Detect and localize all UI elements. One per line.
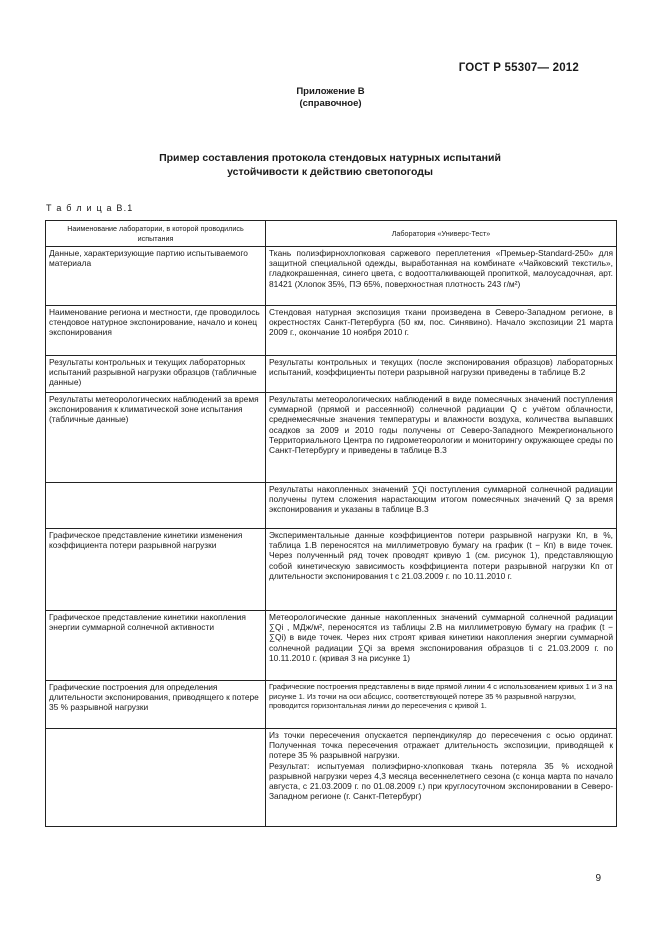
row-label: Результаты контрольных и текущих лабораторных испытаний разрывной нагрузки образцов (табличные данные) [46, 356, 266, 393]
row-label: Наименование региона и местности, где проводилось стендовое натурное экспонирование, начало и конец экспонирования [46, 306, 266, 356]
table-row [46, 247, 617, 306]
table-label: Т а б л и ц а В.1 [46, 203, 134, 213]
row-value: Метеорологические данные накопленных значений суммарной солнечной радиации ∑Qi , МДж/м², переносятся из таблицы 2.В на миллиметровую бумагу на график (t − ∑Qi) в виде точек. Через них строят кривая кинетики накопления энергии суммарной солнечной радиации ∑Qi за время экспонирования образцов ti с 21.03.2009 г. по 10.11.2010 г. (кривая 3 на рисунке 1) [266, 611, 617, 681]
table-row [46, 306, 617, 356]
row-label [46, 483, 266, 529]
row-value: Результаты накопленных значений ∑Qi поступления суммарной солнечной радиации получены путем сложения нарастающим итогом помесячных значений Q за время экспонирования и указаны в таблице В.3 [266, 483, 617, 529]
row-value: Экспериментальные данные коэффициентов потери разрывной нагрузки Кп, в %, таблица 1.В переносятся на миллиметровую бумагу на график (t − Кп) в виде точек. Через полученный ряд точек проводят кривую 1 (см. рисунок 1), представляющую собой кинетическую зависимость коэффициента потери разрывной нагрузки Кп от длительности экспонирования t с 21.03.2009 г. по 10.11.2010 г. [266, 529, 617, 611]
table-row [46, 483, 617, 529]
row-label: Графическое представление кинетики изменения коэффициента потери разрывной нагрузки [46, 529, 266, 611]
column-header-name: Наименование лаборатории, в которой проводились испытания [46, 221, 266, 247]
document-title-line1: Пример составления протокола стендовых натурных испытаний [159, 152, 501, 164]
row-label: Данные, характеризующие партию испытываемого материала [46, 247, 266, 306]
table-row [46, 611, 617, 681]
row-value: Результаты контрольных и текущих (после экспонирования образцов) лабораторных испытаний, коэффициенты потери разрывной нагрузки приведены в таблице В.2 [266, 356, 617, 393]
table-row [46, 393, 617, 483]
row-value: Результаты метеорологических наблюдений в виде помесячных значений поступления суммарной (прямой и рассеянной) солнечной радиации Q с учётом облачности, среднемесячные значения температуры и влажности воздуха, количества выпавших осадков за 2009 и 2010 годы получены от Северо-Западного Межрегионального Территориального Центра по гидрометеорологии и мониторингу окружающее среды по Санкт-Петербургу и приведены в таблице В.3 [266, 393, 617, 483]
protocol-table [45, 220, 617, 827]
table-row [46, 681, 617, 729]
column-header-lab: Лаборатория «Универс-Тест» [266, 221, 617, 247]
standard-number: ГОСТ Р 55307— 2012 [458, 62, 579, 74]
document-title [60, 151, 600, 179]
table-row [46, 356, 617, 393]
row-label: Графическое представление кинетики накопления энергии суммарной солнечной активности [46, 611, 266, 681]
table-row [46, 529, 617, 611]
document-title-line2: устойчивости к действию светопогоды [227, 166, 433, 178]
row-value: Из точки пересечения опускается перпендикуляр до пересечения с осью ординат. Полученная точка пересечения отражает длительность экспозиции, приводящей к потере 35 % разрывной нагрузки. Результат: испытуемая полиэфирно-хлопковая ткань потеряла 35 % исходной разрывной нагрузки через 4,3 месяца весеннелетнего сезона (с конца марта по начало августа, с 21.03.2009 г. по 01.08.2009 г.) при круглосуточном экспонировании в Северо-Западном регионе (г. Санкт-Петербург) [266, 729, 617, 827]
appendix-heading [0, 86, 661, 110]
row-value: Графические построения представлены в виде прямой линии 4 с использованием кривых 1 и 3 на рисунке 1. Из точки на оси абсцисс, соответствующей потере 35 % разрывной нагрузки, проводится горизонтальная линии до пересечения с кривой 1. [266, 681, 617, 729]
page-number: 9 [595, 873, 601, 884]
row-value: Стендовая натурная экспозиция ткани произведена в Северо-Западном регионе, в окрестностях Санкт-Петербурга (50 км, пос. Синявино). Начало экспозиции 21 марта 2009 г., окончание 10 ноября 2010 г. [266, 306, 617, 356]
row-label: Результаты метеорологических наблюдений за время экспонирования к климатической зоне испытания (табличные данные) [46, 393, 266, 483]
appendix-title: Приложение В [296, 86, 365, 97]
row-label: Графические построения для определения длительности экспонирования, приводящего к потере 35 % разрывной нагрузки [46, 681, 266, 729]
table-row [46, 729, 617, 827]
table-header-row [46, 221, 617, 247]
appendix-subtitle: (справочное) [299, 98, 362, 109]
row-value: Ткань полиэфирнохлопковая саржевого переплетения «Премьер-Standard-250» для защитной специальной одежды, выработанная на комбинате «Чайковский текстиль», гладкокрашенная, синего цвета, с водоотталкивающей пропиткой, малоусадочная, арт. 81421 (Хлопок 35%, ПЭ 65%, поверхностная плотность 243 г/м²) [266, 247, 617, 306]
row-label [46, 729, 266, 827]
